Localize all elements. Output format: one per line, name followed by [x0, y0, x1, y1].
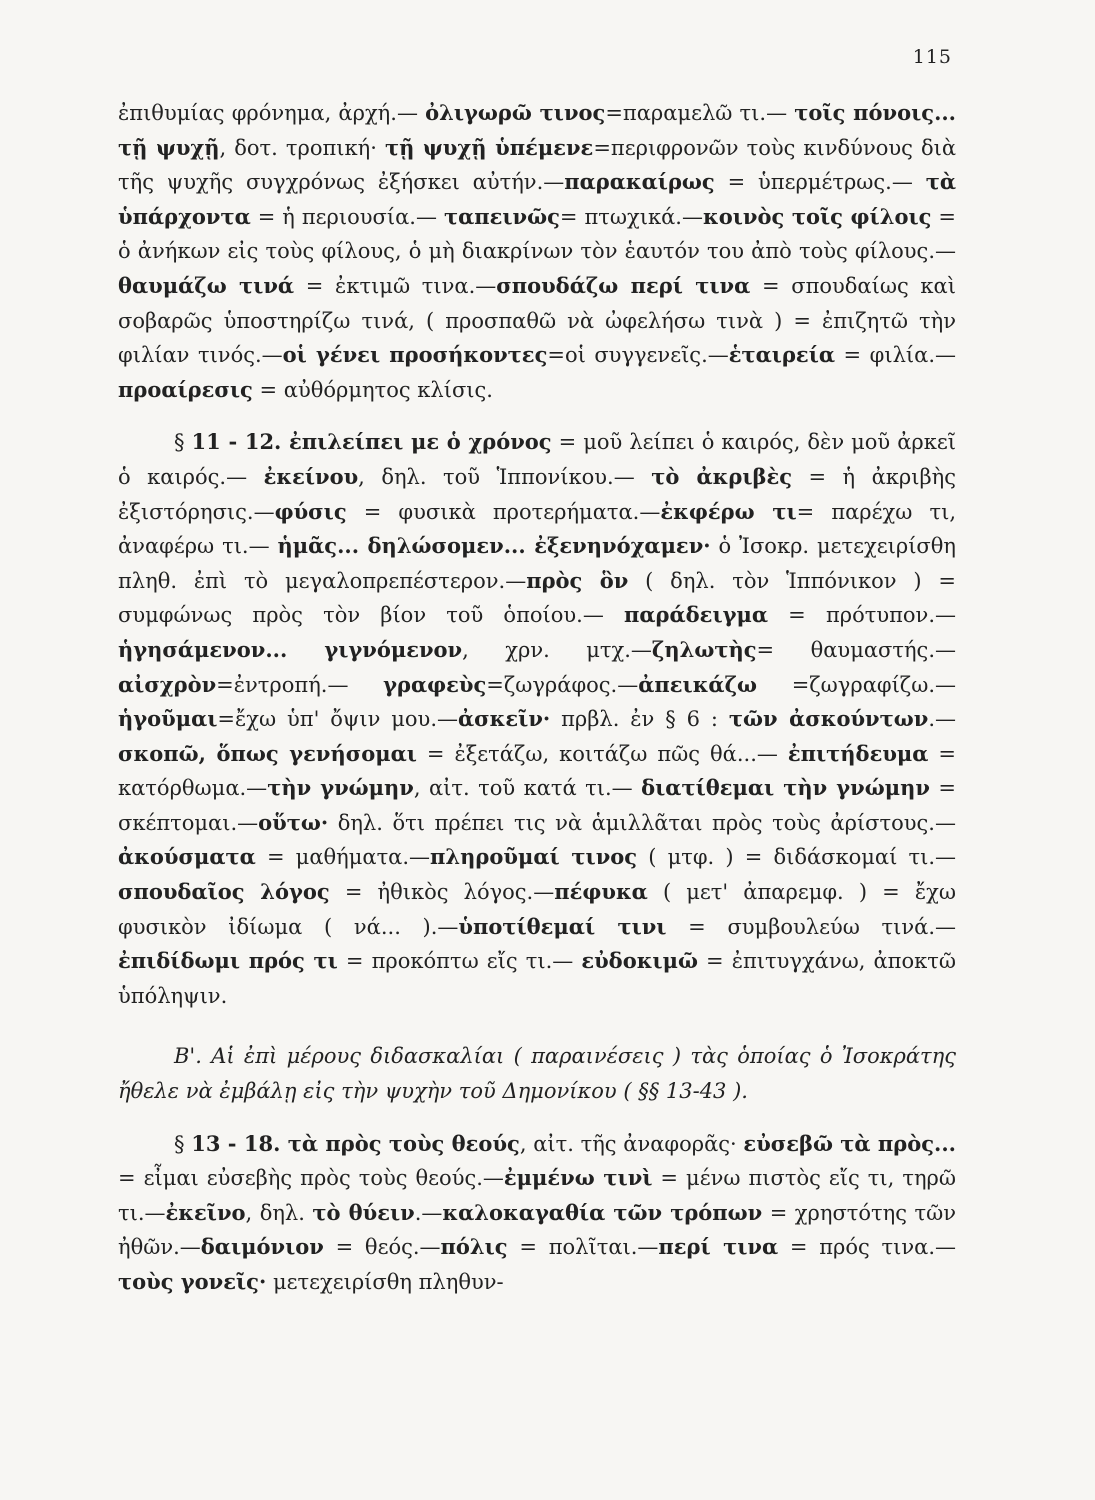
commentary-text — [118, 96, 956, 1300]
gloss-text: = ἡ περιουσία.— — [250, 204, 444, 229]
gloss-text: = ἐπιτυγχάνω, ἀποκτῶ ὑπόληψιν. — [118, 949, 956, 1008]
gloss-text: = πτωχικά.— — [559, 204, 703, 229]
gloss-text: = σπουδαίως καὶ σοβαρῶς ὑποστηρίζω τινά, ( προσπαθῶ νὰ ὠφελήσω τινὰ ) = ἐπιζητῶ τὴν φιλίαν τινός.— — [118, 273, 956, 368]
gloss-text: , δοτ. τροπική· — [219, 135, 385, 160]
lemma-term: ἡγησάμενον... γιγνόμενον — [118, 636, 463, 662]
lemma-term: αἰσχρὸν — [118, 671, 217, 697]
lemma-term: οὕτω· — [258, 809, 329, 835]
gloss-text: =παραμελῶ τι.— — [605, 101, 795, 125]
lemma-term: τὸ θύειν — [312, 1199, 415, 1225]
paragraph — [118, 96, 956, 407]
lemma-term: περί τινα — [658, 1234, 779, 1260]
gloss-text: δηλ. ὅτι πρέπει τις νὰ ἁμιλλᾶται πρὸς τοὺς ἀρίστους.— — [328, 810, 956, 835]
section-heading-paragraph — [118, 1039, 956, 1108]
lemma-term: ἀσκεῖν· — [458, 706, 551, 732]
gloss-text: = μένω πιστὸς εἴς τι, τηρῶ τι.— — [118, 1166, 956, 1225]
lemma-term: κοινὸς τοῖς φίλοις — [702, 203, 932, 229]
lemma-term: 11 - 12. ἐπιλείπει με ὁ χρόνος — [191, 429, 552, 455]
gloss-text: = φυσικὰ προτερήματα.— — [346, 499, 661, 524]
lemma-term: θαυμάζω τινά — [118, 272, 295, 298]
gloss-text: , αἰτ. τοῦ κατά τι.— — [413, 776, 642, 801]
gloss-text: = ἠθικὸς λόγος.— — [329, 880, 555, 905]
gloss-text: =περιφρονῶν τοὺς κινδύνους διὰ τῆς ψυχῆς συγχρόνως ἐξήσκει αὐτήν.— — [118, 135, 956, 195]
gloss-text: ( μετ' ἀπαρεμφ. ) = ἔχω φυσικὸν ἰδίωμα ( νά... ).— — [118, 880, 956, 939]
gloss-text: = ἡ ἀκριβὴς ἐξιστόρησις.— — [118, 464, 956, 524]
lemma-term: ἐπιτήδευμα — [787, 740, 929, 766]
lemma-term: σπουδαῖος λόγος — [118, 879, 330, 905]
gloss-text: .— — [414, 1200, 443, 1225]
gloss-text: =ἐντροπή.— — [216, 672, 384, 697]
gloss-text: μετεχειρίσθη πληθυν- — [266, 1270, 504, 1294]
lemma-term: ἑταιρεία — [728, 342, 836, 368]
lemma-term: τὸ ἀκριβὲς — [651, 463, 792, 489]
lemma-term: ἡμᾶς... δηλώσομεν... ἐξενηνόχαμεν· — [277, 533, 711, 559]
lemma-term: οἱ γένει προσήκοντες — [282, 342, 548, 368]
lemma-term: ἡγοῦμαι — [118, 706, 218, 732]
lemma-term: εὐδοκιμῶ — [581, 948, 698, 974]
gloss-text: = προκόπτω εἴς τι.— — [337, 949, 582, 974]
lemma-term: τοῖς πόνοις... τῇ ψυχῇ — [118, 100, 956, 160]
gloss-text: = θεός.— — [323, 1235, 441, 1260]
lemma-term: ἀπεικάζω — [638, 671, 758, 697]
gloss-text: ἐπιθυμίας φρόνημα, ἀρχή.— — [118, 101, 426, 125]
lemma-term: πρὸς ὃν — [526, 567, 629, 593]
lemma-term: εὐσεβῶ τὰ πρὸς... — [743, 1130, 956, 1156]
lemma-term: ζηλωτὴς — [651, 636, 757, 662]
gloss-text: = κατόρθωμα.— — [118, 741, 956, 801]
lemma-term: πληροῦμαί τινος — [430, 844, 638, 870]
gloss-text: § — [174, 430, 192, 455]
gloss-text: ὁ Ἰσοκρ. μετεχειρίσθη πληθ. ἐπὶ τὸ μεγαλοπρεπέστερον.— — [118, 534, 956, 593]
lemma-term: πέφυκα — [554, 879, 648, 905]
lemma-term: σπουδάζω περί τινα — [496, 272, 751, 298]
gloss-text: = χρηστότης τῶν ἠθῶν.— — [118, 1200, 956, 1260]
gloss-text: Β'. Αἱ ἐπὶ μέρους διδασκαλίαι ( παραινέσεις ) τὰς ὁποίας ὁ Ἰσοκράτης ἤθελε νὰ ἐμβάλῃ εἰς τὴν ψυχὴν τοῦ Δημονίκου ( §§ 13-43 ). — [118, 1044, 956, 1104]
gloss-text: = συμβουλεύω τινά.— — [666, 914, 956, 939]
paragraph — [118, 425, 956, 1013]
gloss-text: = μαθήματα.— — [255, 845, 431, 870]
gloss-text: = ἐκτιμῶ τινα.— — [294, 273, 497, 298]
lemma-term: τὴν γνώμην — [267, 775, 414, 801]
lemma-term: 13 - 18. τὰ πρὸς τοὺς θεούς — [191, 1130, 520, 1156]
gloss-text: = πρότυπον.— — [768, 603, 956, 628]
lemma-term: καλοκαγαθία τῶν τρόπων — [442, 1199, 763, 1225]
gloss-text: = πρός τινα.— — [778, 1235, 956, 1260]
gloss-text: , δηλ. τοῦ Ἱππονίκου.— — [358, 464, 652, 489]
gloss-text: =ζωγράφος.— — [486, 672, 639, 697]
lemma-term: τοὺς γονεῖς· — [118, 1269, 267, 1294]
lemma-term: παρακαίρως — [564, 169, 715, 195]
lemma-term: ἀκούσματα — [118, 844, 256, 870]
gloss-text: , δηλ. — [245, 1200, 313, 1225]
lemma-term: φύσις — [274, 498, 347, 524]
lemma-term: ἐκεῖνο — [165, 1199, 246, 1225]
gloss-text: = αὐθόρμητος κλίσις. — [252, 377, 493, 402]
lemma-term: τὰ ὑπάρχοντα — [118, 169, 956, 229]
gloss-text: = μοῦ λείπει ὁ καιρός, δὲν μοῦ ἀρκεῖ ὁ καιρός.— — [118, 430, 956, 489]
lemma-term: παράδειγμα — [624, 602, 769, 628]
lemma-term: τῇ ψυχῇ ὑπέμενε — [384, 134, 594, 160]
gloss-text: = εἶμαι εὐσεβὴς πρὸς τοὺς θεούς.— — [118, 1166, 504, 1191]
paragraph — [118, 1127, 956, 1300]
gloss-text: = ὑπερμέτρως.— — [714, 170, 926, 195]
gloss-text: =ἔχω ὑπ' ὄψιν μου.— — [217, 707, 459, 732]
lemma-term: γραφεὺς — [383, 671, 487, 697]
gloss-text: ( δηλ. τὸν Ἱππόνικον ) = συμφώνως πρὸς τὸν βίον τοῦ ὁποίου.— — [118, 568, 956, 628]
gloss-text: = ἐξετάζω, κοιτάζω πῶς θά...— — [416, 741, 788, 766]
gloss-text: = πολῖται.— — [507, 1235, 659, 1260]
lemma-term: προαίρεσις — [118, 376, 253, 402]
lemma-term: ταπεινῶς — [443, 203, 560, 229]
gloss-text: ( μτφ. ) = διδάσκομαί τι.— — [637, 845, 956, 870]
gloss-text: , αἰτ. τῆς ἀναφορᾶς· — [519, 1131, 744, 1156]
lemma-term: δαιμόνιον — [200, 1234, 324, 1260]
lemma-term: ὀλιγωρῶ τινος — [425, 100, 606, 125]
gloss-text: , χρν. μτχ.— — [462, 637, 652, 662]
lemma-term: ἐπιδίδωμι πρός τι — [118, 948, 338, 974]
lemma-term: ὑποτίθεμαί τινι — [458, 913, 667, 939]
gloss-text: = παρέχω τι, ἀναφέρω τι.— — [118, 499, 957, 559]
gloss-text: = ὁ ἀνήκων εἰς τοὺς φίλους, ὁ μὴ διακρίνων τὸν ἑαυτόν του ἀπὸ τοὺς φίλους.— — [118, 204, 956, 264]
gloss-text: =οἱ συγγενεῖς.— — [547, 343, 729, 368]
gloss-text: = θαυμαστής.— — [756, 637, 956, 662]
gloss-text: .— — [928, 707, 957, 732]
gloss-text: § — [174, 1131, 192, 1156]
gloss-text: =ζωγραφίζω.— — [757, 672, 956, 697]
lemma-term: ἐκείνου — [263, 463, 359, 489]
gloss-text: = σκέπτομαι.— — [118, 776, 956, 835]
page-number: 115 — [912, 46, 952, 68]
lemma-term: ἐμμένω τινὶ — [503, 1165, 653, 1191]
lemma-term: τῶν ἀσκούντων — [728, 706, 929, 732]
lemma-term: πόλις — [440, 1234, 508, 1260]
lemma-term: ἐκφέρω τι — [660, 498, 797, 524]
lemma-term: διατίθεμαι τὴν γνώμην — [641, 775, 930, 801]
gloss-text: = φιλία.— — [835, 343, 956, 368]
gloss-text: πρβλ. ἐν § 6 : — [550, 707, 729, 732]
lemma-term: σκοπῶ, ὅπως γενήσομαι — [118, 740, 417, 766]
